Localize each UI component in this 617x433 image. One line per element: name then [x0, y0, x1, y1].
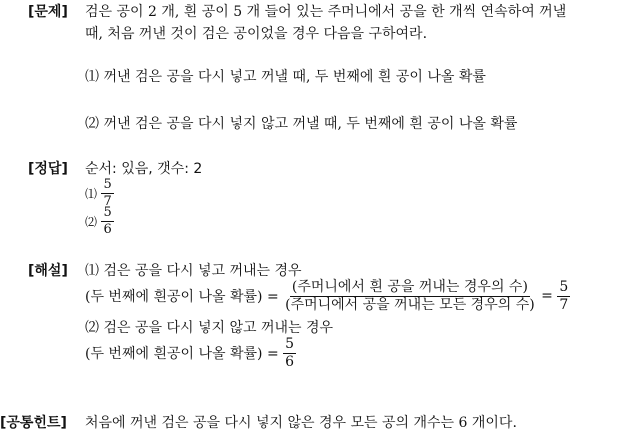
equation-1-denominator: (주머니에서 공을 꺼내는 모든 경우의 수) [285, 296, 535, 313]
equation-1-equals: = [541, 288, 553, 305]
solution-label: [해설] [28, 263, 68, 279]
equation-2-denominator: 6 [285, 353, 295, 370]
answer-1 [85, 178, 114, 208]
equation-2-fraction [283, 337, 296, 369]
answer-1-numerator: 5 [103, 177, 112, 192]
hint-text: 처음에 꺼낸 검은 공을 다시 넣지 않은 경우 모든 공의 개수는 6 개이다. [85, 415, 517, 431]
answer-meta: 순서: 있음, 갯수: 2 [85, 161, 203, 177]
problem-label: [문제] [28, 4, 68, 20]
solution-step-1: ⑴ 검은 공을 다시 넣고 꺼내는 경우 [85, 263, 302, 279]
answer-1-marker: ⑴ [85, 186, 98, 201]
answer-1-denominator: 7 [103, 193, 112, 209]
equation-1-result [557, 280, 570, 312]
equation-1-result-numerator: 5 [559, 279, 569, 295]
hint-label: [공통힌트] [0, 415, 67, 431]
answer-2-fraction [101, 206, 113, 236]
answer-2-numerator: 5 [103, 205, 112, 220]
equation-1-lhs: (두 번째에 흰공이 나올 확률) = [85, 289, 279, 306]
solution-step-2: ⑵ 검은 공을 다시 넣지 않고 꺼내는 경우 [85, 320, 334, 336]
answer-1-fraction [101, 178, 113, 208]
equation-2-numerator: 5 [285, 336, 295, 352]
problem-subquestion-2: ⑵ 꺼낸 검은 공을 다시 넣지 않고 꺼낼 때, 두 번째에 흰 공이 나올 확률 [85, 116, 518, 132]
problem-text-line-2: 때, 처음 꺼낸 것이 검은 공이었을 경우 다음을 구하여라. [85, 26, 428, 42]
answer-2-denominator: 6 [103, 221, 112, 237]
answer-2-marker: ⑵ [85, 214, 98, 229]
solution-equation-2 [85, 337, 296, 369]
answer-2 [85, 206, 114, 236]
equation-1-numerator: (주머니에서 흰 공을 꺼내는 경우의 수) [291, 279, 528, 295]
problem-subquestion-1: ⑴ 꺼낸 검은 공을 다시 넣고 꺼낼 때, 두 번째에 흰 공이 나올 확률 [85, 69, 486, 85]
problem-text-line-1: 검은 공이 2 개, 흰 공이 5 개 들어 있는 주머니에서 공을 한 개씩 연속하여 꺼낼 [85, 4, 567, 20]
equation-1-fraction [283, 280, 537, 312]
solution-equation-1 [85, 280, 570, 312]
equation-1-result-denominator: 7 [559, 296, 569, 313]
equation-2-lhs: (두 번째에 흰공이 나올 확률) = [85, 346, 279, 363]
answer-label: [정답] [28, 161, 68, 177]
